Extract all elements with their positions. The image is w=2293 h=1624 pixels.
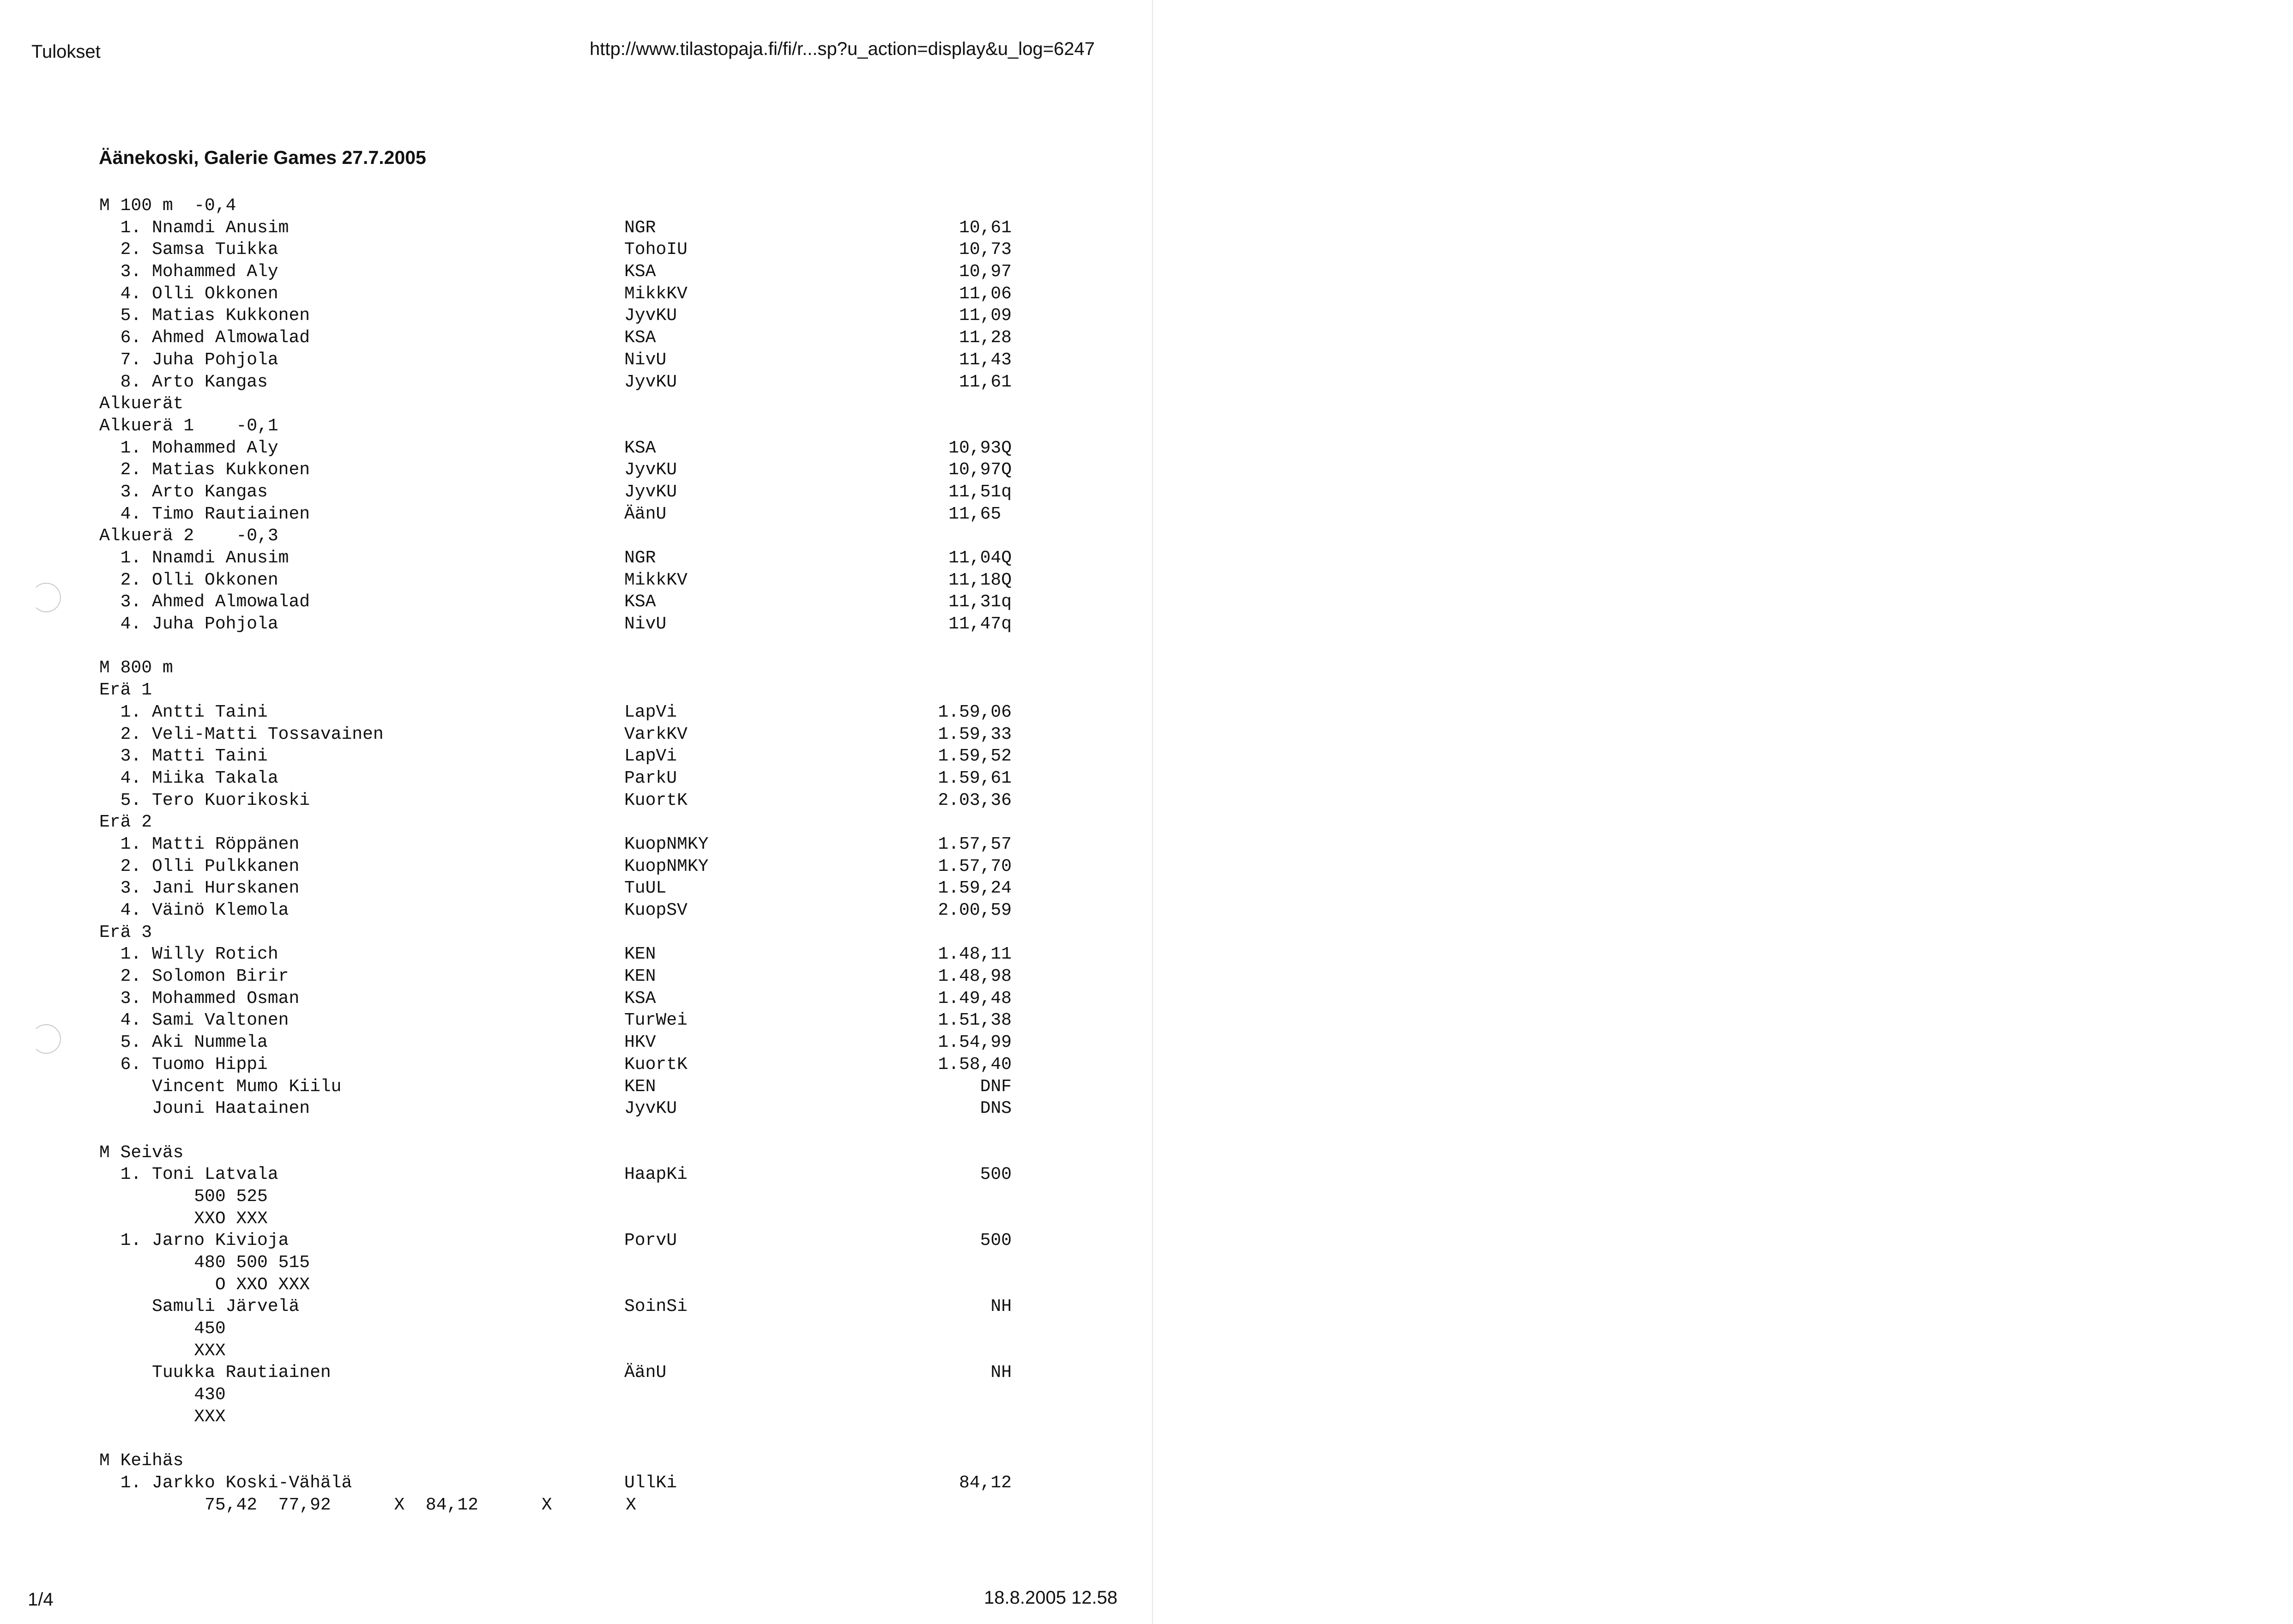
line-text: 3. Arto Kangas xyxy=(99,482,268,502)
club-code: TohoIU xyxy=(624,240,688,260)
club-code: HKV xyxy=(624,1032,656,1053)
line-text: Samuli Järvelä xyxy=(99,1297,300,1317)
result-value: 1.58,40 xyxy=(938,1054,1012,1075)
result-value: DNF xyxy=(980,1076,1012,1097)
club-code: NivU xyxy=(624,614,667,634)
club-code: KuortK xyxy=(624,790,688,810)
result-value: 500 xyxy=(980,1231,1012,1251)
result-value: 11,31q xyxy=(948,592,1012,612)
document-title: Äänekoski, Galerie Games 27.7.2005 xyxy=(99,147,426,168)
print-datetime: 18.8.2005 12.58 xyxy=(984,1588,1118,1608)
line-text: 1. Matti Röppänen xyxy=(99,834,300,854)
club-code: KSA xyxy=(624,592,656,612)
result-value: 1.48,98 xyxy=(938,966,1012,987)
line-text: M Keihäs xyxy=(99,1451,184,1471)
club-code: ÄänU xyxy=(624,504,667,524)
line-text: XXX xyxy=(99,1407,226,1427)
line-text: Alkuerä 1 -0,1 xyxy=(99,416,278,436)
result-value: 11,09 xyxy=(959,306,1012,326)
result-value: 11,61 xyxy=(959,372,1012,392)
result-value: 11,04Q xyxy=(948,548,1012,568)
club-code: KEN xyxy=(624,966,656,987)
club-code: NGR xyxy=(624,217,656,238)
club-code: TurWei xyxy=(624,1010,688,1031)
club-code: LapVi xyxy=(624,702,677,722)
club-code: KSA xyxy=(624,262,656,282)
line-text: M 800 m xyxy=(99,658,173,678)
line-text: Jouni Haatainen xyxy=(99,1099,310,1119)
club-code: KEN xyxy=(624,1076,656,1097)
result-value: 11,43 xyxy=(959,350,1012,370)
line-text: 1. Nnamdi Anusim xyxy=(99,548,289,568)
result-value: 1.59,52 xyxy=(938,746,1012,767)
club-code: TuUL xyxy=(624,878,667,899)
result-value: 11,51q xyxy=(948,482,1012,502)
line-text: 3. Mohammed Osman xyxy=(99,988,300,1008)
result-value: 10,97 xyxy=(959,262,1012,282)
line-text: Erä 1 xyxy=(99,680,152,700)
line-text: 3. Ahmed Almowalad xyxy=(99,592,310,612)
result-value: 10,97Q xyxy=(948,460,1012,480)
club-code: JyvKU xyxy=(624,306,677,326)
club-code: JyvKU xyxy=(624,460,677,480)
line-text: 4. Väinö Klemola xyxy=(99,900,289,920)
result-value: 1.59,33 xyxy=(938,724,1012,744)
line-text: 3. Mohammed Aly xyxy=(99,262,278,282)
page-header-url: http://www.tilastopaja.fi/fi/r...sp?u_action=display&u_log=6247 xyxy=(590,39,1095,59)
page-header-title: Tulokset xyxy=(31,42,101,62)
line-text: XXX xyxy=(99,1340,226,1361)
line-text: 1. Jarno Kivioja xyxy=(99,1231,289,1251)
result-value: 2.00,59 xyxy=(938,900,1012,920)
line-text: 4. Sami Valtonen xyxy=(99,1010,289,1031)
line-text: 450 xyxy=(99,1319,226,1339)
result-value: 10,73 xyxy=(959,240,1012,260)
result-value: 1.48,11 xyxy=(938,944,1012,965)
line-text: 2. Solomon Birir xyxy=(99,966,289,987)
club-code: KSA xyxy=(624,988,656,1008)
result-value: 500 xyxy=(980,1165,1012,1185)
club-code: KSA xyxy=(624,438,656,458)
result-value: 1.59,06 xyxy=(938,702,1012,722)
binder-hole-icon xyxy=(31,1024,61,1054)
line-text: 2. Samsa Tuikka xyxy=(99,240,278,260)
club-code: JyvKU xyxy=(624,1099,677,1119)
line-text: 430 xyxy=(99,1385,226,1405)
result-value: 11,18Q xyxy=(948,570,1012,590)
result-value: NH xyxy=(990,1297,1012,1317)
club-code: NGR xyxy=(624,548,656,568)
line-text: M Seiväs xyxy=(99,1142,184,1163)
club-code: VarkKV xyxy=(624,724,688,744)
club-code: KEN xyxy=(624,944,656,965)
result-value: 11,65 xyxy=(948,504,1012,524)
line-text: 4. Timo Rautiainen xyxy=(99,504,310,524)
club-code: UllKi xyxy=(624,1473,677,1493)
club-code: KuortK xyxy=(624,1054,688,1075)
club-code: KuopSV xyxy=(624,900,688,920)
line-text: 7. Juha Pohjola xyxy=(99,350,278,370)
line-text: 1. Willy Rotich xyxy=(99,944,278,965)
result-value: 10,93Q xyxy=(948,438,1012,458)
line-text: 6. Tuomo Hippi xyxy=(99,1054,268,1075)
result-value: 1.57,57 xyxy=(938,834,1012,854)
result-value: 2.03,36 xyxy=(938,790,1012,810)
line-text: 8. Arto Kangas xyxy=(99,372,268,392)
line-text: Erä 2 xyxy=(99,812,152,833)
club-code: JyvKU xyxy=(624,482,677,502)
binder-hole-icon xyxy=(31,583,61,612)
result-value: 84,12 xyxy=(959,1473,1012,1493)
result-value: NH xyxy=(990,1363,1012,1383)
club-code: PorvU xyxy=(624,1231,677,1251)
line-text: 1. Nnamdi Anusim xyxy=(99,217,289,238)
line-text: 1. Antti Taini xyxy=(99,702,268,722)
club-code: KSA xyxy=(624,328,656,348)
line-text: XXO XXX xyxy=(99,1208,268,1229)
result-value: 1.59,24 xyxy=(938,878,1012,899)
result-value: 1.57,70 xyxy=(938,856,1012,876)
line-text: Alkuerä 2 -0,3 xyxy=(99,526,278,546)
line-text: 4. Juha Pohjola xyxy=(99,614,278,634)
line-text: 1. Jarkko Koski-Vähälä xyxy=(99,1473,352,1493)
line-text: M 100 m -0,4 xyxy=(99,196,236,216)
line-text: Alkuerät xyxy=(99,394,184,414)
line-text: 2. Olli Okkonen xyxy=(99,570,278,590)
line-text: 1. Toni Latvala xyxy=(99,1165,278,1185)
club-code: ÄänU xyxy=(624,1363,667,1383)
result-value: 11,28 xyxy=(959,328,1012,348)
line-text: 3. Matti Taini xyxy=(99,746,268,767)
club-code: MikkKV xyxy=(624,284,688,304)
club-code: ParkU xyxy=(624,768,677,788)
line-text: 2. Veli-Matti Tossavainen xyxy=(99,724,384,744)
line-text: 4. Miika Takala xyxy=(99,768,278,788)
line-text: 3. Jani Hurskanen xyxy=(99,878,300,899)
club-code: MikkKV xyxy=(624,570,688,590)
line-text: 5. Aki Nummela xyxy=(99,1032,268,1053)
club-code: KuopNMKY xyxy=(624,834,709,854)
result-value: 1.51,38 xyxy=(938,1010,1012,1031)
line-text: 500 525 xyxy=(99,1186,268,1207)
result-value: 1.59,61 xyxy=(938,768,1012,788)
club-code: KuopNMKY xyxy=(624,856,709,876)
result-value: 11,47q xyxy=(948,614,1012,634)
result-value: 11,06 xyxy=(959,284,1012,304)
line-text: 480 500 515 xyxy=(99,1253,310,1273)
line-text: O XXO XXX xyxy=(99,1274,310,1295)
club-code: LapVi xyxy=(624,746,677,767)
scan-edge-line xyxy=(1152,0,1153,1624)
line-text: 6. Ahmed Almowalad xyxy=(99,328,310,348)
line-text: Vincent Mumo Kiilu xyxy=(99,1076,342,1097)
line-text: 75,42 77,92 X 84,12 X X xyxy=(99,1495,636,1515)
club-code: NivU xyxy=(624,350,667,370)
club-code: HaapKi xyxy=(624,1165,688,1185)
result-value: 1.54,99 xyxy=(938,1032,1012,1053)
page-number: 1/4 xyxy=(28,1589,54,1610)
club-code: SoinSi xyxy=(624,1297,688,1317)
result-value: DNS xyxy=(980,1099,1012,1119)
line-text: 4. Olli Okkonen xyxy=(99,284,278,304)
result-value: 10,61 xyxy=(959,217,1012,238)
result-value: 1.49,48 xyxy=(938,988,1012,1008)
line-text: Erä 3 xyxy=(99,922,152,942)
line-text: 5. Tero Kuorikoski xyxy=(99,790,310,810)
club-code: JyvKU xyxy=(624,372,677,392)
line-text: 2. Olli Pulkkanen xyxy=(99,856,300,876)
line-text: 5. Matias Kukkonen xyxy=(99,306,310,326)
line-text: Tuukka Rautiainen xyxy=(99,1363,331,1383)
line-text: 1. Mohammed Aly xyxy=(99,438,278,458)
line-text: 2. Matias Kukkonen xyxy=(99,460,310,480)
